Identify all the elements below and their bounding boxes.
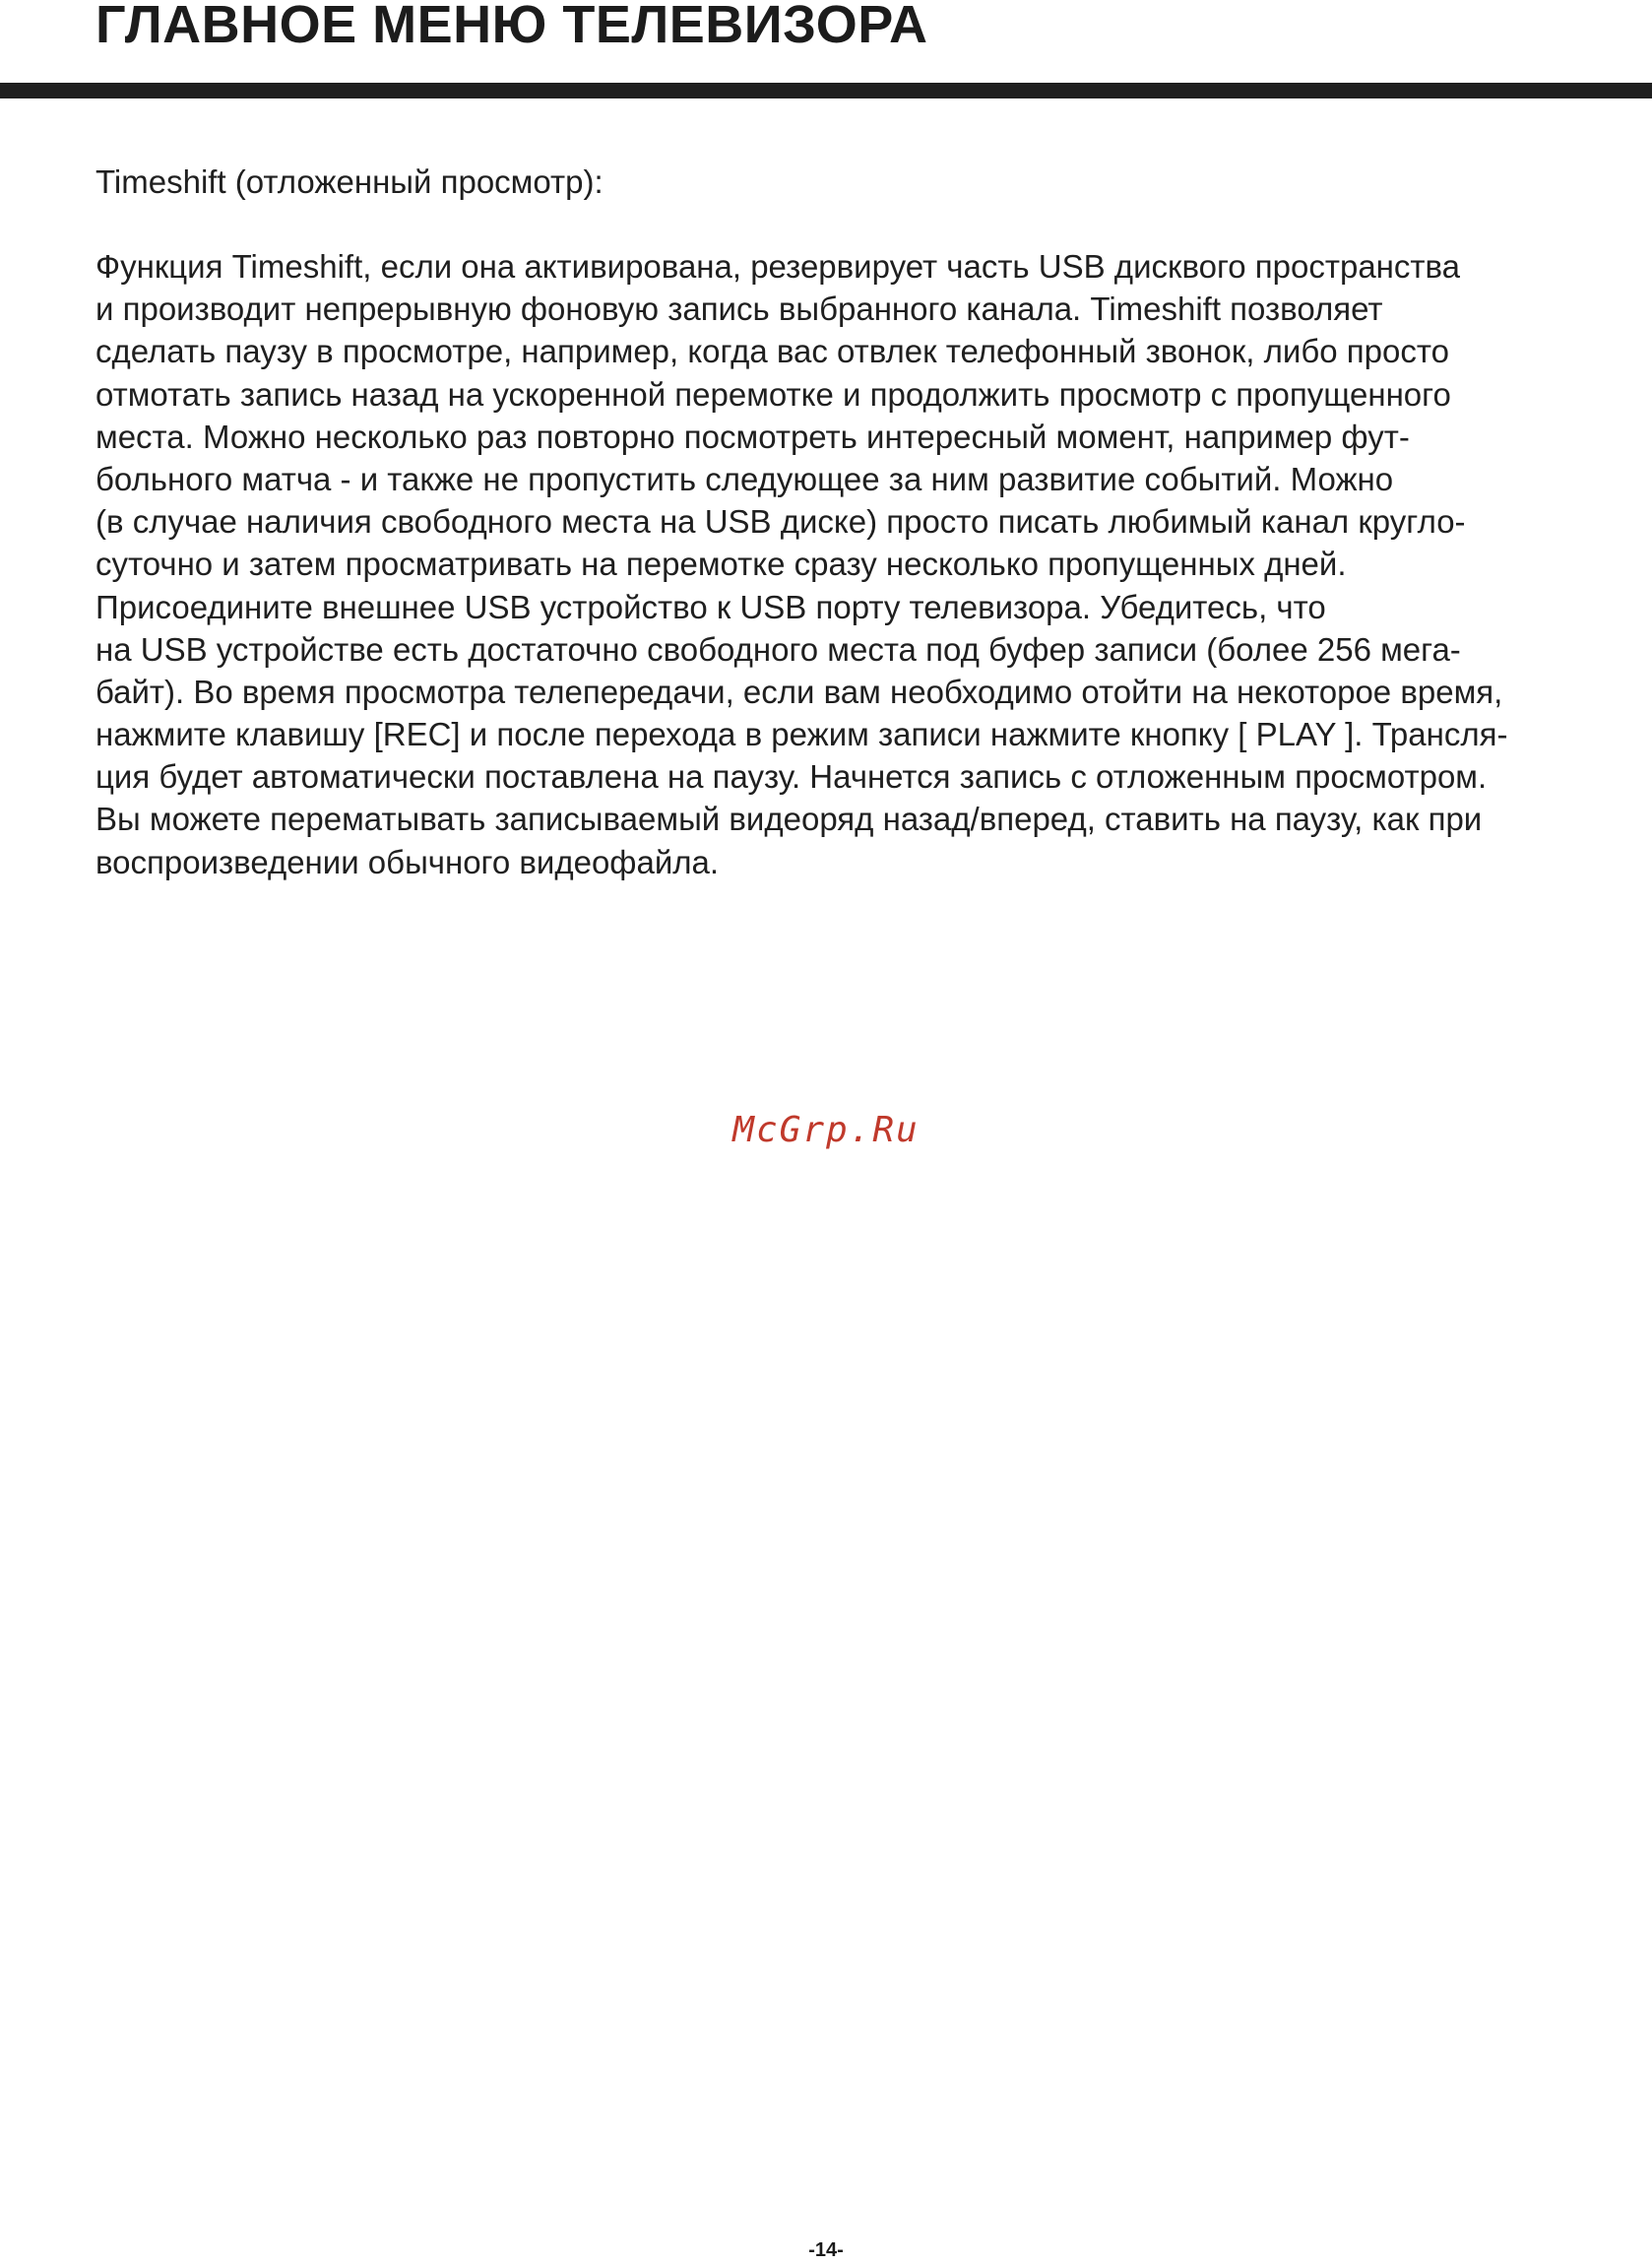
watermark: McGrp.Ru [732, 1110, 920, 1150]
body-line: и производит непрерывную фоновую запись выбранного канала. Timeshift позволяет [95, 291, 1383, 328]
body-line: суточно и затем просматривать на перемотке сразу несколько пропущенных дней. [95, 546, 1347, 583]
body-line: воспроизведении обычного видеофайла. [95, 843, 720, 880]
body-line: байт). Во время просмотра телепередачи, если вам необходимо отойти на некоторое время, [95, 673, 1503, 710]
body-line: места. Можно несколько раз повторно посмотреть интересный момент, например фут- [95, 418, 1410, 455]
body-line: сделать паузу в просмотре, например, когда вас отвлек телефонный звонок, либо просто [95, 333, 1449, 370]
title-divider [0, 83, 1652, 98]
body-line: отмотать запись назад на ускоренной перемотке и продолжить просмотр с пропущенного [95, 375, 1451, 413]
page-title: ГЛАВНОЕ МЕНЮ ТЕЛЕВИЗОРА [95, 0, 928, 54]
body-line: Вы можете перематывать записываемый видеоряд назад/вперед, ставить на паузу, как при [95, 801, 1483, 838]
body-line: Присоедините внешнее USB устройство к USB порту телевизора. Убедитесь, что [95, 588, 1326, 625]
body-line: на USB устройстве есть достаточно свободного места под буфер записи (более 256 мега- [95, 630, 1461, 668]
page-number: -14- [808, 2239, 844, 2261]
section-heading: Timeshift (отложенный просмотр): [95, 163, 604, 200]
body-line: ция будет автоматически поставлена на паузу. Начнется запись с отложенным просмотром. [95, 758, 1488, 796]
body-line: (в случае наличия свободного места на USB диске) просто писать любимый канал кругло- [95, 503, 1466, 541]
body-line: Функция Timeshift, если она активирована, резервирует часть USB дисквого пространства [95, 248, 1461, 285]
body-text [95, 245, 1641, 883]
body-line: больного матча - и также не пропустить следующее за ним развитие событий. Можно [95, 460, 1394, 497]
body-line: нажмите клавишу [REC] и после перехода в режим записи нажмите кнопку [ PLAY ]. Трансля- [95, 716, 1508, 753]
